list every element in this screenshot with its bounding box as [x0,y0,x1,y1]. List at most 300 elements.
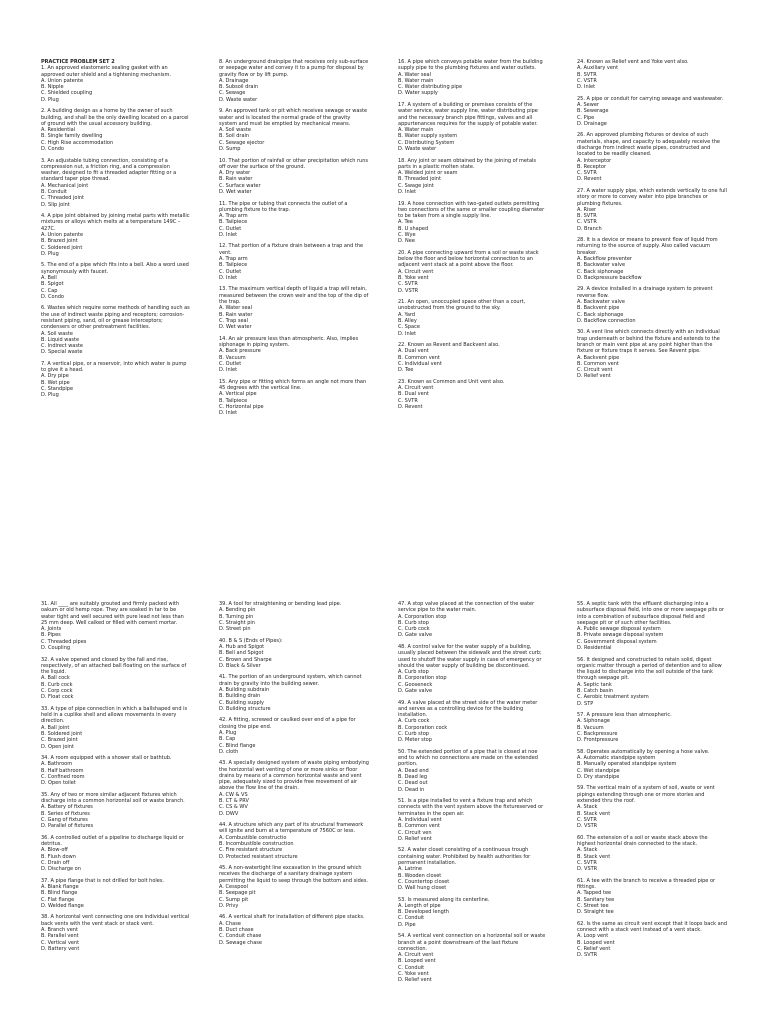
answer-option: B. Threaded joint [398,176,441,183]
question-text: 52. A water closet consisting of a continuous trough containing water. Prohibited by health authorities for permanent installation. [398,847,531,866]
answer-option: D. Inlet [219,231,238,238]
question-block [398,379,548,410]
question-block [41,213,191,257]
answer-option: C. Flat flange [41,896,75,903]
answer-option: A. Tapped tee [577,890,612,897]
question-block [219,336,369,374]
answer-option: A. Bending pin [219,607,256,614]
answer-option: D. Condo [41,293,64,300]
answer-option: C. Curb cock [398,626,430,633]
question-block [219,108,369,152]
question-text: 55. A septic tank with the effluent discharging into a subsurface disposal field, into one or more seepage pits or into a combination of subsurface disposal field and seepage pit or of such other facilities. [577,601,725,626]
answer-option: B. Tailpiece [219,219,248,226]
answer-option: D. Float cock [41,694,74,701]
answer-option: C. Sump pit [219,896,249,903]
answer-option: D. Waste water [219,96,258,103]
answer-option: C. Water distributing pipe [398,84,463,91]
question-text: 13. The maximum vertical depth of liquid a trap will retain, measured between the crown weir and the top of the dip of the trap. [219,286,369,306]
answer-option: B. Private sewage disposal system [577,632,664,639]
answer-option: D. Wet water [219,189,252,196]
answer-option: A. Union patente [41,77,84,84]
answer-option: B. Pipes [41,632,61,639]
question-block [219,201,369,239]
answer-option: D. Black & Silver [219,662,261,669]
answer-option: D. VSTR [398,287,419,294]
question-block [577,921,727,959]
answer-option: D. Street pin [219,626,251,633]
answer-option: B. Subsoil drain [219,84,259,91]
answer-option: C. Cap [41,287,58,294]
answer-option: B. Backvent pipe [577,305,620,312]
question-text: 38. A horizontal vent connecting one ore individual vertical back vents with the vent stack or stack vent. [41,914,190,927]
answer-option: B. Series of fixtures [41,810,90,817]
answer-option: B. Vacuum [219,354,246,361]
answer-option: D. Special waste [41,349,83,356]
answer-option: A. Water seal [398,71,432,78]
answer-option: D. Welded flange [41,902,84,909]
question-block [398,897,548,928]
question-text: 49. A valve placed at the street side of the water meter and serves as a controlling device for the building installation. [398,699,538,719]
answer-option: C. SVTR [577,816,597,823]
answer-option: A. Blank flange [41,884,79,890]
answer-option: A. Interceptor [577,157,612,164]
answer-option: B. Seepage pit [219,890,256,897]
answer-option: A. Backvent pipe [577,354,620,361]
answer-option: C. CS & WV [219,804,248,811]
answer-option: A. Union patente [41,231,84,238]
question-block [219,286,369,330]
answer-option: A. Auxiliary vent [577,65,619,72]
answer-option: A. Combustible constructio [219,834,287,841]
answer-option: B. Tailpiece [219,262,248,269]
question-text: 46. A vertical shaft for installation of different pipe stacks. [219,914,365,921]
answer-option: C. Corp cock [41,688,73,695]
answer-option: D. Inlet [219,367,238,374]
answer-option: D. Slip joint [41,201,70,208]
question-text: 36. A controlled outlet of a pipeline to discharge liquid or detritus. [41,834,184,848]
question-text: 20. A pipe connecting upward from a soil or waste stack below the floor and below horizontal connection to an adjacent vent stack at a point above the floor. [398,249,539,269]
column-1 [41,59,191,404]
answer-option: D. Plug [41,250,59,257]
question-block [577,286,727,324]
answer-option: B. Manually operated standpipe system [577,761,677,768]
answer-option: B. U shaped [398,225,429,232]
answer-option: D. Backpressure backflow [577,274,642,281]
answer-option: B. Corporation stop [398,675,447,682]
question-block [219,59,369,103]
answer-option: C. Pipe [577,114,595,121]
answer-option: A. Septic tank [577,681,612,688]
answer-option: A. Branch vent [41,926,78,933]
question-text: 16. A pipe which conveys potable water from the building supply pipe to the plumbing fixtures and water outlets. [398,59,543,72]
question-text: 6. Wastes which require some methods of handling such as the use of indirect waste piping and receptors; corrosion-resistant piping, sand, oil or grease interceptors; condensers or other pretreatment facilities. [41,305,190,331]
answer-option: D. Pipe [398,921,416,928]
answer-option: A. Residential [41,127,76,134]
answer-option: A. Stack [577,804,598,811]
answer-option: A. Soil waste [41,330,73,337]
question-text: 23. Known as Common and Unit vent also. [398,378,505,385]
answer-option: B. Water supply system [398,133,458,140]
question-block [41,878,191,909]
question-text: 60. The extension of a soil or waste stack above the highest horizontal drain connected to the stack. [577,834,708,848]
question-text: 61. A tee with the branch to receive a threaded pipe or fittings. [577,877,716,890]
answer-option: D. Gate valve [398,688,433,695]
question-text: 21. An open, unoccupied space other than a court, unobstructed from the ground to the sky. [398,299,526,312]
question-text: 24. Known as Relief vent and Yoke vent also. [577,59,689,65]
answer-option: C. Outlet [219,268,242,275]
question-text: 59. The vertical main of a system of soil, waste or vent pipings extending through one or more stories and extended thru the roof. [577,785,715,805]
answer-option: C. Sewage [219,90,246,97]
question-text: 18. Any joint or seam obtained by the joining of metals parts in a plastic molten state. [398,157,537,170]
column-4 [577,59,727,385]
answer-option: A. Drainage [219,77,249,84]
answer-option: B. Duct chase [219,926,254,933]
answer-option: D. Inlet [219,274,238,281]
question-text: 7. A vertical pipe, or a reservoir, into which water is pump to give it a head. [41,360,187,374]
question-block [398,102,548,152]
question-block [41,262,191,300]
question-block [398,933,548,983]
answer-option: B. Tailpiece [219,397,248,404]
question-block [398,847,548,891]
answer-option: B. Developed length [398,909,449,916]
answer-option: D. Waste water [398,146,437,153]
answer-option: C. Shielded coupling [41,90,93,97]
question-block [41,65,191,103]
question-text: 1. An approved elastomeric sealing gasket with an approved outer shield and a tightening mechanism. [41,65,171,78]
question-block [41,792,191,830]
answer-option: D. Sewage chase [219,939,262,946]
answer-option: C. SVTR [577,859,597,866]
answer-option: A. Sewer [577,101,599,108]
answer-option: B. Rain water [219,311,253,318]
question-block [577,132,727,182]
question-block [398,601,548,639]
answer-option: B. Vacuum [577,724,604,731]
answer-option: B. Corporation cock [398,724,448,731]
answer-option: A. Cesspool [219,884,248,890]
answer-option: C. Conduit [398,964,425,971]
question-block [577,601,727,651]
question-text: 45. A non-watertight line excavation in the ground which receives the discharge of a sanitary drainage system permitting the liquid to seep through the bottom and sides. [219,865,369,884]
question-block [398,250,548,294]
question-block [577,749,727,780]
column-3 [398,59,548,415]
question-block [41,361,191,399]
answer-option: A. Dual vent [398,348,429,355]
answer-option: B. Bell and Spigot [219,650,264,657]
answer-option: A. Circuit vent [398,952,434,959]
answer-option: A. Corporation stop [398,613,447,620]
question-block [398,158,548,196]
answer-option: D. Privy [219,902,239,909]
question-text: 17. A system of a building or premises consists of the water service, water supply line, water distributing pipe and the necessary branch pipe fittings, valves and all appurtenances requires for the supply of potable water. [398,101,538,127]
answer-option: C. Backpressure [577,731,618,738]
answer-option: C. Back siphonage [577,311,624,318]
answer-option: B. CT & PRV [219,798,249,805]
answer-option: B. Stack vent [577,853,611,860]
answer-option: B. Flush down [41,853,76,860]
answer-option: A. Water main [398,127,434,134]
answer-option: C. Trap seal [219,317,249,324]
answer-option: B. Rain water [219,176,253,183]
question-block [577,329,727,379]
answer-option: D. Residential [577,645,612,652]
answer-option: D. Inlet [398,189,417,196]
answer-option: A. Blow-off [41,847,68,854]
answer-option: C. Surface water [219,182,261,189]
answer-option: A. Stack [577,847,598,854]
answer-option: C. Back siphonage [577,268,624,275]
answer-option: A. Loop vent [577,933,609,940]
answer-option: D. Wet water [219,324,252,331]
answer-option: C. Standpipe [41,386,74,393]
question-text: 44. A structure which any part of its structural framework will ignite and burn at a temperature of 7560C or less. [219,822,364,835]
answer-option: C. Gang of fixtures [41,816,88,823]
question-block [577,237,727,281]
answer-option: C. Aerobic treatment system [577,694,649,701]
question-text: 42. A fitting, screwed or caulked over end of a pipe for closing the pipe end. [219,717,356,730]
answer-option: B. Half bathroom [41,767,84,774]
answer-option: B. Receptor [577,163,607,170]
answer-option: D. Nee [398,238,415,245]
answer-option: D. Open toilet [41,780,76,787]
answer-option: B. Building drain [219,693,261,700]
answer-option: B. Turning pin [219,613,254,620]
answer-option: A. Yard [398,311,416,318]
answer-option: D. Inlet [398,330,417,337]
answer-option: D. Frontpressure [577,737,619,744]
answer-option: C. SVTR [398,397,418,404]
answer-option: C. Drain off [41,859,70,866]
answer-option: B. Alley [398,317,417,324]
answer-option: B. Dead leg [398,773,428,780]
answer-option: B. Catch basin [577,688,614,695]
answer-option: D. Straight tee [577,909,614,916]
answer-option: A. Curb stop [398,669,429,676]
answer-option: A. Bathroom [41,761,73,768]
answer-option: C. Building supply [219,699,265,706]
answer-option: D. Plug [41,96,59,103]
answer-option: B. Curb cock [41,681,73,688]
answer-option: A. Dry water [219,170,251,177]
answer-option: A. Individual vent [398,816,442,823]
question-text: 15. Any pipe or fitting which forms an angle not more than 45 degrees with the vertical line. [219,378,367,391]
answer-option: C. Relief vent [577,945,611,952]
question-text: 47. A stop valve placed at the connection of the water service pipe to the water main. [398,601,535,614]
answer-option: C. Countertop closet [398,878,450,885]
answer-option: B. Spigot [41,281,64,288]
answer-option: C. Wye [398,231,416,238]
answer-option: B. Nipple [41,84,64,91]
answer-option: B. Parallel vent [41,933,79,940]
answer-option: A. Back pressure [219,348,261,355]
answer-option: D. Dead in [398,786,425,793]
answer-option: C. Outlet [219,360,242,367]
answer-option: A. Trap arm [219,213,248,220]
question-text: 51. Is a pipe installed to vent a fixture trap and which connects with the vent system above the fixtureserved or terminates in the open air. [398,798,544,817]
column-7 [398,601,548,989]
question-text: 43. A specially designed system of waste piping embodying the horizontal wet venting of one or more sinks or floor drains by means of a common horizontal waste and vent pipe, adequately sized to provide free movement of air above the flow line of the drain. [219,760,369,792]
question-text: 2. A building design as a home by the owner of such building, and shall be the only dwelling located on a parcel of ground with the usual accessory building. [41,108,189,127]
answer-option: B. Dual vent [398,391,429,398]
answer-option: C. Indirect waste [41,343,83,350]
answer-option: A. Latrine [398,866,423,873]
question-text: 22. Known as Revent and Backvent also. [398,342,500,348]
question-block [577,59,727,90]
question-block [41,601,191,651]
answer-option: D. Backflow connection [577,317,636,324]
answer-option: C. Conduit [398,915,425,922]
answer-option: A. Water seal [219,305,253,312]
answer-option: C. Government disposal system [577,638,657,645]
answer-option: A. Soil waste [219,127,251,134]
answer-option: A. Siphonage [577,718,610,725]
answer-option: D. Building structure [219,705,271,712]
question-block [577,712,727,743]
answer-option: C. Fire resistant structure [219,847,283,854]
answer-option: A. Chase [219,920,241,927]
question-block [577,835,727,873]
answer-option: A. Tee [398,219,413,226]
answer-option: A. Trap arm [219,256,248,263]
answer-option: D. Condo [41,146,64,153]
answer-option: D. Revent [577,176,602,183]
answer-option: C. Vertical vent [41,939,80,946]
answer-option: A. Battery of fixtures [41,804,93,811]
answer-option: D. Dry standpipe [577,773,620,780]
question-block [398,700,548,744]
answer-option: A. Backwater valve [577,299,625,306]
answer-option: B. Common vent [398,823,440,830]
question-block [41,657,191,701]
question-text: 57. A pressure less than atmospheric. [577,712,672,719]
question-block [398,299,548,337]
question-block [41,914,191,952]
question-text: 48. A control valve for the water supply of a building, usually placed between the sidewalk and the street curb; used to shutoff the water supply in case of emergency or should the water supply of building be discontinued. [398,643,542,669]
answer-option: D. cloth [219,748,239,755]
answer-option: D. Drainage [577,120,607,127]
answer-option: C. Blind flange [219,742,256,749]
answer-option: A. Circuit vent [398,384,434,391]
answer-option: B. SVTR [577,213,597,220]
question-text: 28. It is a device or means to prevent flow of liquid from returning to the source of supply. Also called vacuum breaker. [577,237,718,256]
question-block [577,878,727,916]
answer-option: B. Looped vent [398,958,436,965]
question-block [398,342,548,373]
question-block [398,749,548,793]
question-block [219,674,369,712]
answer-option: B. Looped vent [577,939,615,946]
question-text: 37. A pipe flange that is not drilled for bolt holes. [41,877,165,884]
question-text: 39. A tool for straightening or bending lead pipe. [219,601,342,607]
answer-option: C. Conduit chase [219,933,262,940]
answer-option: D. DWV [219,810,239,817]
question-block [219,717,369,755]
answer-option: C. Curb stop [398,731,429,738]
answer-option: D. Inlet [577,84,596,91]
answer-option: D. Relief vent [577,373,611,380]
question-text: 27. A water supply pipe, which extends vertically to one full story or more to convey water into pipe branches or plumbing fixtures. [577,187,727,207]
question-text: 32. A valve opened and closed by the fall and rise, respectively, of an attached ball floating on the surface of the liquid. [41,656,187,676]
answer-option: C. VSTR [577,77,597,84]
question-text: 3. An adjustable tubing connection, consisting of a compression nut, a friction ring, and a compression washer, designed to fit a threaded adapter fitting or a standard taper pipe thread. [41,157,177,183]
question-text: 4. A pipe joint obtained by joining metal parts with metallic mixtures or alloys which melts at a temperature 149C – 427C. [41,213,190,232]
question-text: 34. A room equipped with a shower stall or bathtub. [41,755,172,762]
answer-option: D. Protected resistant structure [219,853,298,860]
answer-option: D. VSTR [577,823,598,830]
answer-option: D. Relief vent [398,835,432,842]
question-block [219,760,369,817]
question-text: 12. That portion of a fixture drain between a trap and the vent. [219,243,364,256]
column-6 [219,601,369,951]
question-block [219,822,369,860]
question-text: 30. A vent line which connects directly with an individual trap underneath or behind the fixture and extends to the branch or main vent pipe at any point higher than the fixture or fixture traps it serves. See Revent pipe. [577,329,720,355]
answer-option: B. Conduit [41,189,68,196]
document-title: PRACTICE PROBLEM SET 2 [41,59,115,65]
answer-option: A. Dry pipe [41,373,69,380]
answer-option: D. Battery vent [41,945,80,952]
answer-option: D. Coupling [41,645,71,652]
answer-option: A. CW & VS [219,791,248,798]
question-text: 53. Is measured along its centerline. [398,896,490,903]
answer-option: C. Threaded pipes [41,638,87,645]
answer-option: B. Brazed joint [41,238,78,245]
answer-option: C. Distributing System [398,139,455,146]
answer-option: D. Branch [577,225,602,232]
answer-option: C. SVTR [398,281,418,288]
question-text: 29. A device installed in a drainage system to prevent reverse flow. [577,286,713,299]
answer-option: C. Confined room [41,773,85,780]
answer-option: A. Joints [41,626,62,633]
question-block [398,644,548,694]
answer-option: A. Automatic standpipe system [577,755,656,762]
answer-option: C. Dead out [398,780,428,787]
question-block [41,158,191,208]
answer-option: D. Meter stop [398,737,432,744]
answer-option: C. Space [398,324,420,331]
question-block [219,601,369,632]
answer-option: C. Straight pin [219,619,255,626]
answer-option: A. Circuit vent [398,268,434,275]
question-block [41,835,191,873]
answer-option: C. High Rise accommodation [41,139,114,146]
answer-option: D. Revent [398,403,423,410]
column-8 [577,601,727,964]
answer-option: C. Gooseneck [398,681,433,688]
answer-option: A. Riser [577,206,597,213]
answer-option: A. Length of pipe [398,902,441,909]
question-text: 11. The pipe or tubing that connects the outlet of a plumbing fixture to the trap. [219,200,348,213]
answer-option: B. Incombustible construction [219,841,294,848]
question-text: 26. An approved plumbing fixtures or device of such materials, shape, and capacity to adequately receive the discharge from indirect waste pipes, constructed and located to be readily cleaned. [577,132,720,158]
answer-option: B. SVTR [577,71,597,78]
answer-option: C. Circuit vent [577,367,613,374]
answer-option: D. Relief vent [398,977,432,984]
question-text: 41. The portion of an underground system, which cannot drain by gravity into the building sewer. [219,674,362,687]
question-block [577,188,727,232]
question-block [219,379,369,417]
question-text: 9. An approved tank or pit which receives sewage or waste water and is located the normal grade of the gravity system and must be emptied by mechanical means. [219,108,368,127]
answer-option: A. Mechanical joint [41,182,89,189]
answer-option: B. Common vent [398,354,440,361]
answer-option: C. Circuit ven [398,829,432,836]
answer-option: C. Yoke vent [398,971,429,978]
question-block [41,755,191,786]
answer-option: D. Sump [219,146,241,153]
answer-option: B. Backwater valve [577,262,626,269]
answer-option: B. Single family dwelling [41,133,103,140]
